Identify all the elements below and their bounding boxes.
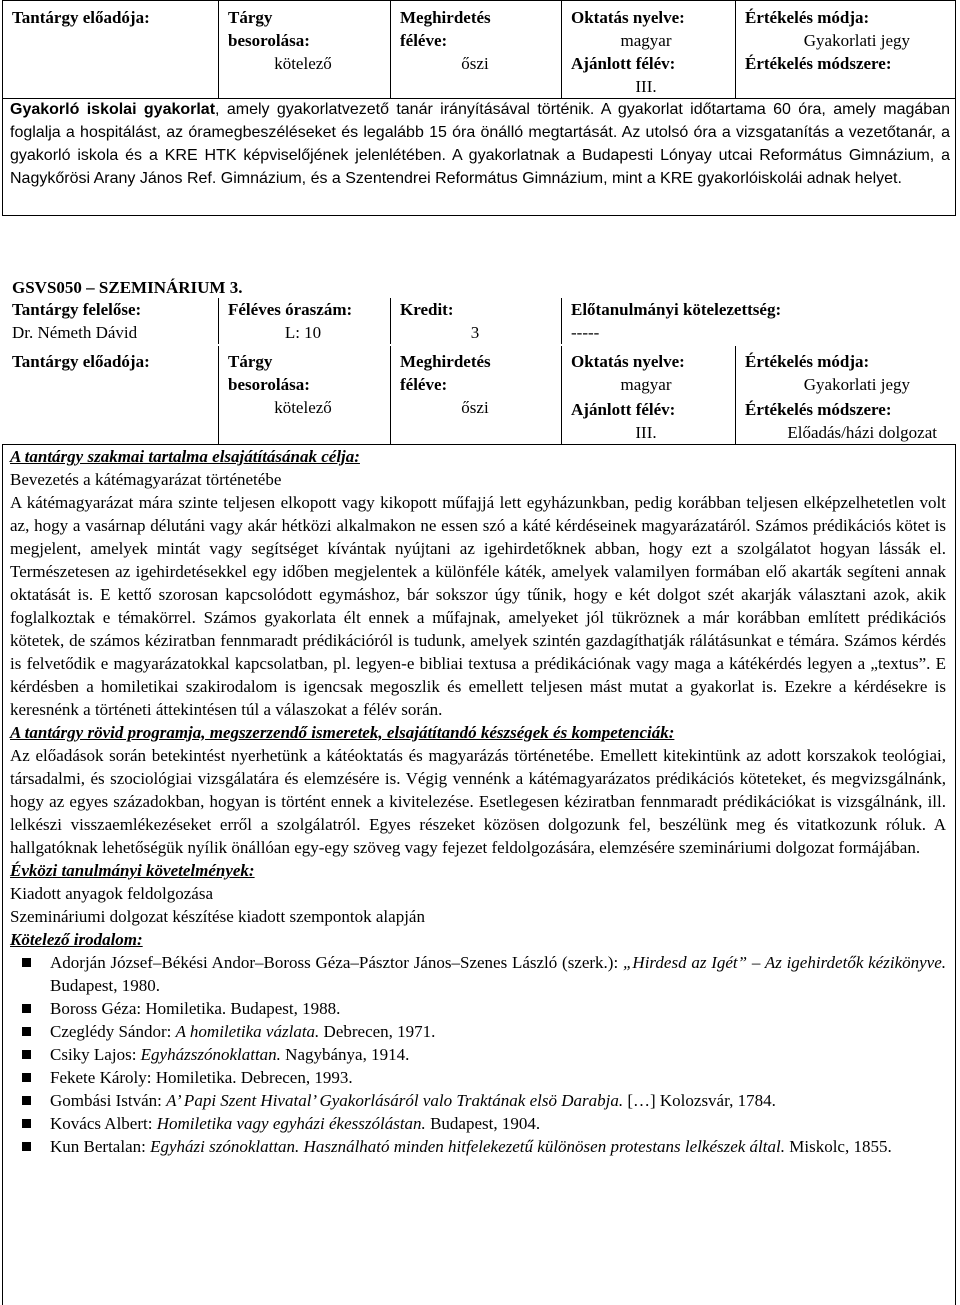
literature-rest: Budapest, 1980. bbox=[50, 976, 161, 995]
literature-title: „Hirdesd az Igét” – Az igehirdetők kézikönyve. bbox=[622, 953, 947, 972]
goal-text: A kátémagyarázat mára szinte teljesen elkopott vagy kikopott műfajjá lett egyházunkban, pedig korábban teljesen elképzelhetetlen volt az, hogy a vasárnap délutáni vagy akár hétközi alkalmakon ne essen szó a káté kérdéseinek magyarázatáról. Számos prédikációs kötet is megjelent, amelyek mintát vagy segítséget kívántak nyújtani az igehirdetőknek abban, hogy ezt a szolgálatot hogyan lássák el. Természetesen az igehirdetésekkel egy időben megjelentek a különféle káték, amelyek valamilyen formában elő akarták segíteni annak oktatását is. E kettő szorosan kapcsolódott egymáshoz, bár sokszor úgy tűnik, hogy e két dolgot szét akarják választani azok, akik foglalkoztak e témakörrel. Számos gyakorlata élt ennek a műfajnak, amelyeket jól tükröznek a már korábban említett prédikációs kötetek, de számos kéziratban fennmaradt prédikációról is tudunk, amelyek szintén gazdagíthatják rálátásunkat e témára. Számos kérdés is felvetődik e magyarázatokkal kapcsolatban, pl. legyen-e bibliai textusa a prédikációnak vagy maga a kátékérdés legyen a „textus”. E kérdésben a homiletikai szakirodalom is igencsak megoszlik és emellett teljesen mást mutat a gyakorlat is. Ezekre a kérdésekre is keresnénk a történeti áttekintésen túl a válaszokat a félév során. bbox=[10, 493, 946, 719]
goal-subtitle: Bevezetés a kátémagyarázat történetébe bbox=[10, 470, 282, 489]
literature-rest: Budapest, 1904. bbox=[425, 1114, 541, 1133]
top-recommended-value: III. bbox=[635, 77, 657, 96]
recommended-value: III. bbox=[635, 423, 657, 442]
responsible-value: Dr. Németh Dávid bbox=[12, 323, 138, 342]
literature-author: Kun Bertalan: bbox=[50, 1137, 151, 1156]
row2-divider-1 bbox=[218, 346, 219, 444]
literature-title: A homiletika vázlata. bbox=[175, 1022, 320, 1041]
program-heading: A tantárgy rövid programja, megszerzendő ismeretek, elsajátítandó készségek és kompetenciák: bbox=[10, 723, 675, 742]
row1-divider-2 bbox=[390, 298, 391, 344]
top-col-divider-1 bbox=[218, 0, 219, 98]
course-content bbox=[10, 445, 946, 1158]
top-semester-value: őszi bbox=[461, 54, 489, 73]
row2-divider-2 bbox=[390, 346, 391, 444]
assessment-type-label: Értékelés módja: bbox=[745, 352, 870, 371]
row2-divider-3 bbox=[561, 346, 562, 444]
literature-title: Egyházi szónoklattan. Használható minden hitfelekezetű különösen protestans lelkészek által. bbox=[150, 1137, 785, 1156]
row2-divider-4 bbox=[735, 346, 736, 444]
language-label: Oktatás nyelve: bbox=[571, 352, 685, 371]
literature-rest: […] Kolozsvár, 1784. bbox=[623, 1091, 776, 1110]
hours-label: Féléves óraszám: bbox=[228, 300, 353, 319]
semester-label-1: Meghirdetés bbox=[400, 352, 491, 371]
assessment-method-value: Előadás/házi dolgozat bbox=[787, 423, 937, 442]
literature-item bbox=[10, 1043, 946, 1066]
requirements-heading: Évközi tanulmányi követelmények: bbox=[10, 861, 255, 880]
literature-rest: Nagybánya, 1914. bbox=[280, 1045, 410, 1064]
literature-author: Czeglédy Sándor: bbox=[50, 1022, 176, 1041]
language-value: magyar bbox=[620, 375, 672, 394]
recommended-label: Ajánlott félév: bbox=[571, 400, 676, 419]
literature-item bbox=[10, 1112, 946, 1135]
goal-heading: A tantárgy szakmai tartalma elsajátításának célja: bbox=[10, 447, 360, 466]
top-assessment-method-label: Értékelés módszere: bbox=[745, 54, 892, 73]
top-classification-label-2: besorolása: bbox=[228, 31, 310, 50]
top-col-divider-3 bbox=[561, 0, 562, 98]
classification-value: kötelező bbox=[274, 398, 332, 417]
literature-rest: Debrecen, 1971. bbox=[319, 1022, 436, 1041]
assessment-method-label: Értékelés módszere: bbox=[745, 400, 892, 419]
top-semester-label-1: Meghirdetés bbox=[400, 8, 491, 27]
literature-item bbox=[10, 1135, 946, 1158]
literature-author: Boross Géza: bbox=[50, 999, 146, 1018]
literature-rest: Homiletika. Budapest, 1988. bbox=[145, 999, 341, 1018]
classification-label-2: besorolása: bbox=[228, 375, 310, 394]
top-course-description bbox=[10, 98, 950, 190]
top-assessment-type-label: Értékelés módja: bbox=[745, 8, 870, 27]
prereq-value: ----- bbox=[571, 323, 600, 342]
literature-title: Egyházszónoklattan. bbox=[140, 1045, 281, 1064]
literature-rest: Miskolc, 1855. bbox=[784, 1137, 892, 1156]
semester-value: őszi bbox=[461, 398, 489, 417]
literature-title: Homiletika vagy egyházi ékesszólástan. bbox=[156, 1114, 426, 1133]
requirement-item: Kiadott anyagok feldolgozása bbox=[10, 884, 213, 903]
literature-author: Adorján József–Békési Andor–Boross Géza–Pásztor János–Szenes László (szerk.): bbox=[50, 953, 623, 972]
top-col-divider-4 bbox=[735, 0, 736, 98]
literature-title: A’ Papi Szent Hivatal’ Gyakorlásáról valo Traktának elsö Darabja. bbox=[166, 1091, 624, 1110]
top-semester-label-2: féléve: bbox=[400, 31, 448, 50]
responsible-label: Tantárgy felelőse: bbox=[12, 300, 142, 319]
literature-author: Csiky Lajos: bbox=[50, 1045, 141, 1064]
literature-item bbox=[10, 1066, 946, 1089]
top-lecturer-label: Tantárgy előadója: bbox=[12, 8, 150, 27]
literature-list bbox=[10, 951, 946, 1158]
literature-item bbox=[10, 1089, 946, 1112]
literature-author: Fekete Károly: bbox=[50, 1068, 156, 1087]
row1-divider-3 bbox=[561, 298, 562, 344]
top-assessment-type-value: Gyakorlati jegy bbox=[803, 31, 910, 50]
top-col-divider-2 bbox=[390, 0, 391, 98]
semester-label-2: féléve: bbox=[400, 375, 448, 394]
top-language-value: magyar bbox=[620, 31, 672, 50]
course-code-title: GSVS050 – SZEMINÁRIUM 3. bbox=[12, 278, 243, 297]
row1-divider-1 bbox=[218, 298, 219, 344]
literature-item bbox=[10, 1020, 946, 1043]
top-classification-value: kötelező bbox=[274, 54, 332, 73]
literature-item bbox=[10, 997, 946, 1020]
literature-rest: Homiletika. Debrecen, 1993. bbox=[155, 1068, 353, 1087]
classification-label-1: Tárgy bbox=[228, 352, 273, 371]
hours-value: L: 10 bbox=[284, 323, 322, 342]
top-description-rest: , amely gyakorlatvezető tanár irányításával történik. A gyakorlat időtartama 60 óra, amely magában foglalja a hospitálást, az óramegbeszéléseket és legalább 15 óra önálló megtartását. Az utolsó óra a vizsgatanítás a vezetőtanár, a gyakorló iskola és a KRE HTK képviselőjének jelenlétében. A gyakorlatnak a Budapesti Lónyay utcai Református Gimnázium, a Nagykőrösi Arany János Ref. Gimnázium, és a Szentendrei Református Gimnázium, mint a KRE gyakorlóiskolái adnak helyet. bbox=[10, 101, 951, 187]
top-language-label: Oktatás nyelve: bbox=[571, 8, 685, 27]
requirement-item: Szemináriumi dolgozat készítése kiadott szempontok alapján bbox=[10, 907, 425, 926]
credit-label: Kredit: bbox=[400, 300, 454, 319]
literature-author: Kovács Albert: bbox=[50, 1114, 157, 1133]
literature-item bbox=[10, 951, 946, 997]
credit-value: 3 bbox=[470, 323, 480, 342]
program-text: Az előadások során betekintést nyerhetünk a kátéoktatás és magyarázás történetébe. Emellett kitekintünk az adott korszakok teológiai, társadalmi, és szociológiai vizsgálatára és elemzésére is. Végig vennénk a kátémagyarázatos prédikációs köteteket, és megvizsgálnánk, hogy az egyes századokban, hogyan is történt ennek a kivitelezése. Esetlegesen kéziratban fennmaradt prédikációkat is vizsgálnánk, ill. lelkészi visszaemlékezéseket erről a szolgálatról. Egyes részeket közösen dolgozunk fel, beszélünk meg és vitatkozunk róluk. A hallgatóknak lehetőségük nyílik önállóan egy-egy szöveg vagy fejezet feldolgozására, elemzésére szemináriumi dolgozat formájában. bbox=[10, 746, 946, 857]
top-classification-label-1: Tárgy bbox=[228, 8, 273, 27]
prereq-label: Előtanulmányi kötelezettség: bbox=[571, 300, 782, 319]
lecturer-label: Tantárgy előadója: bbox=[12, 352, 150, 371]
top-recommended-label: Ajánlott félév: bbox=[571, 54, 676, 73]
literature-heading: Kötelező irodalom: bbox=[10, 930, 143, 949]
top-description-bold: Gyakorló iskolai gyakorlat bbox=[10, 101, 216, 118]
literature-author: Gombási István: bbox=[50, 1091, 167, 1110]
assessment-type-value: Gyakorlati jegy bbox=[803, 375, 910, 394]
